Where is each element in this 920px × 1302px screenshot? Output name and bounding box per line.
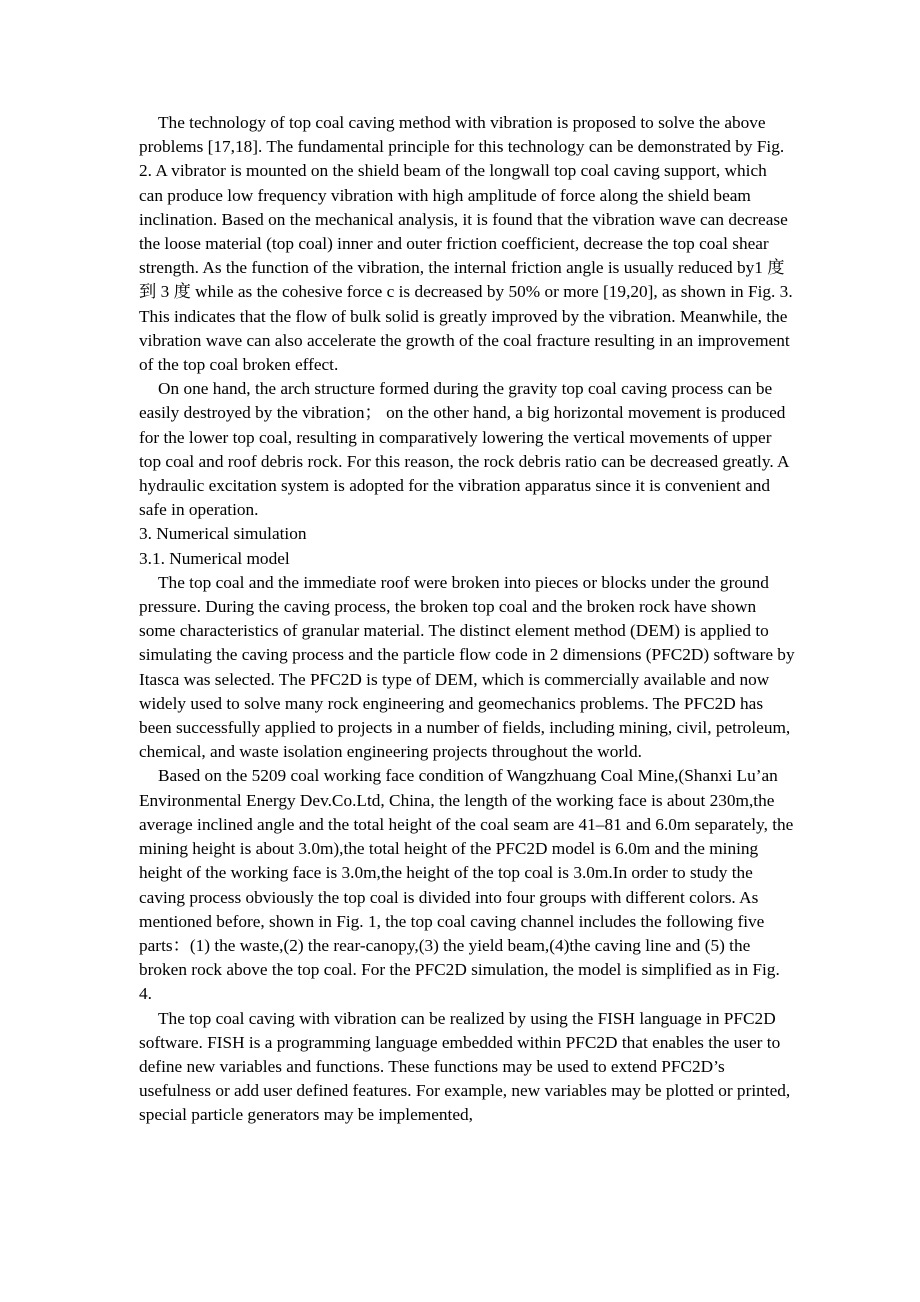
section-heading: 3. Numerical simulation	[139, 524, 307, 544]
body-paragraph: The technology of top coal caving method with vibration is proposed to solve the above problems [17,18]. The fundamental principle for this technology can be demonstrated by Fig. 2. A vibrator is mounted on the shield beam of the longwall top coal caving support, which can produce low frequency vibration with high amplitude of force along the shield beam inclination. Based on the mechanical analysis, it is found that the vibration wave can decrease the loose material (top coal) inner and outer friction coefficient, decrease the top coal shear strength. As the function of the vibration, the internal friction angle is usually reduced by1 度到 3 度 while as the cohesive force c is decreased by 50% or more [19,20], as shown in Fig. 3. This indicates that the flow of bulk solid is greatly improved by the vibration. Meanwhile, the vibration wave can also accelerate the growth of the coal fracture resulting in an improvement of the top coal broken effect.	[139, 113, 793, 375]
body-paragraph: Based on the 5209 coal working face condition of Wangzhuang Coal Mine,(Shanxi Lu’an Environmental Energy Dev.Co.Ltd, China, the length of the working face is about 230m,the average inclined angle and the total height of the coal seam are 41–81 and 6.0m separately, the mining height is about 3.0m),the total height of the PFC2D model is 6.0m and the mining height of the working face is 3.0m,the height of the top coal is 3.0m.In order to study the caving process obviously the top coal is divided into four groups with different colors. As mentioned before, shown in Fig. 1, the top coal caving channel includes the following five parts：(1) the waste,(2) the rear-canopy,(3) the yield beam,(4)the caving line and (5) the broken rock above the top coal. For the PFC2D simulation, the model is simplified as in Fig. 4.	[139, 766, 794, 1004]
body-paragraph: On one hand, the arch structure formed during the gravity top coal caving process can be easily destroyed by the vibration； on the other hand, a big horizontal movement is produced for the lower top coal, resulting in comparatively lowering the vertical movements of upper top coal and roof debris rock. For this reason, the rock debris ratio can be decreased greatly. A hydraulic excitation system is adopted for the vibration apparatus since it is convenient and safe in operation.	[139, 379, 789, 520]
subsection-heading: 3.1. Numerical model	[139, 548, 290, 568]
body-paragraph: The top coal caving with vibration can be realized by using the FISH language in PFC2D software. FISH is a programming language embedded within PFC2D that enables the user to define new variables and functions. These functions may be used to extend PFC2D’s usefulness or add user defined features. For example, new variables may be plotted or printed, special particle generators may be implemented,	[139, 1008, 791, 1125]
body-paragraph: The top coal and the immediate roof were broken into pieces or blocks under the ground pressure. During the caving process, the broken top coal and the broken rock have shown some characteristics of granular material. The distinct element method (DEM) is applied to simulating the caving process and the particle flow code in 2 dimensions (PFC2D) software by Itasca was selected. The PFC2D is type of DEM, which is commercially available and now widely used to solve many rock engineering and geomechanics problems. The PFC2D has been successfully applied to projects in a number of fields, including mining, civil, petroleum, chemical, and waste isolation engineering projects throughout the world.	[139, 572, 795, 762]
document-page	[139, 111, 795, 1128]
